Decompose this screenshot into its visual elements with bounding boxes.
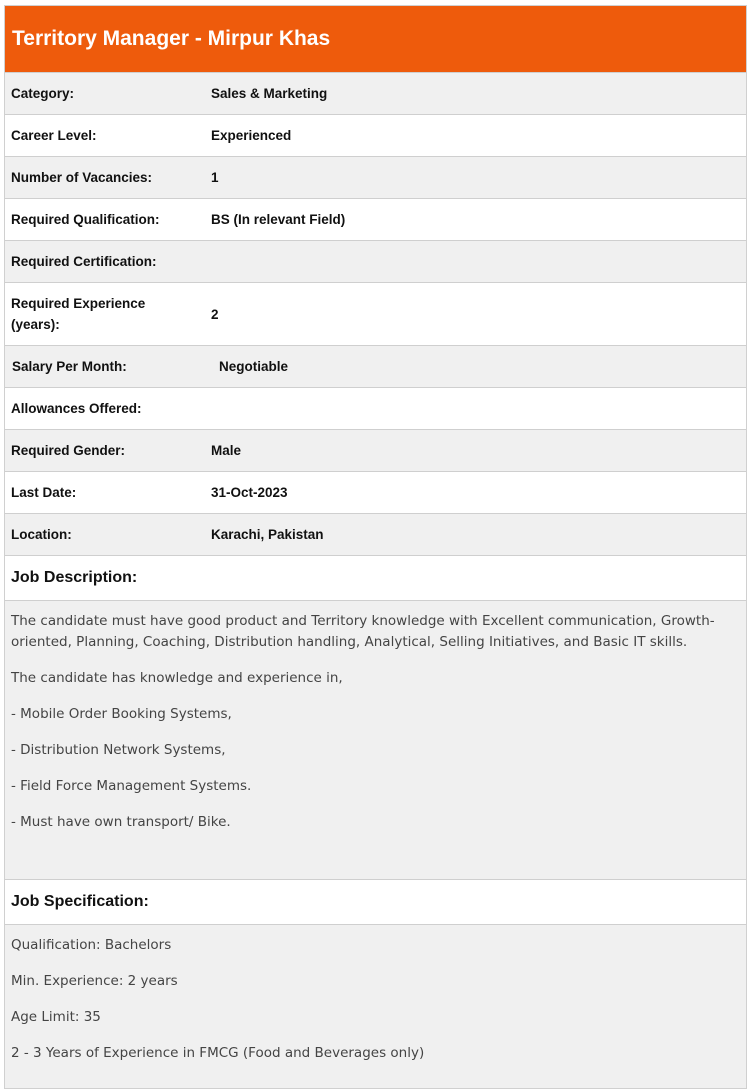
detail-label: Salary Per Month:: [12, 359, 127, 374]
detail-label: Allowances Offered:: [11, 401, 142, 416]
detail-value: BS (In relevant Field): [211, 212, 346, 227]
job-description-heading: Job Description:: [5, 555, 746, 600]
specification-item: Age Limit: 35: [11, 1009, 101, 1025]
description-list-item: - Mobile Order Booking Systems,: [11, 706, 232, 722]
description-paragraph: The candidate must have good product and Territory knowledge with Excellent communication, Growth-oriented, Planning, Coaching, Distribution handling, Analytical, Selling Initiatives, and Basic IT skills.: [11, 613, 715, 650]
detail-label: Required Certification:: [11, 254, 157, 269]
description-list-item: - Must have own transport/ Bike.: [11, 814, 231, 830]
job-title: Territory Manager - Mirpur Khas: [12, 27, 331, 50]
detail-row-gender: [5, 429, 746, 471]
detail-row-experience: [5, 282, 746, 345]
detail-value: Karachi, Pakistan: [211, 527, 324, 542]
specification-item: 2 - 3 Years of Experience in FMCG (Food and Beverages only): [11, 1045, 425, 1061]
description-paragraph: The candidate has knowledge and experience in,: [11, 670, 343, 686]
job-description-body: [5, 600, 746, 879]
specification-item: Qualification: Bachelors: [11, 937, 172, 953]
detail-row-vacancies: [5, 156, 746, 198]
detail-value: Sales & Marketing: [211, 86, 328, 101]
description-list-item: - Field Force Management Systems.: [11, 778, 252, 794]
detail-value: Experienced: [211, 128, 292, 143]
detail-row-career-level: [5, 114, 746, 156]
detail-row-salary: [5, 345, 746, 387]
detail-row-location: [5, 513, 746, 555]
detail-label: Last Date:: [11, 485, 77, 500]
specification-item: Min. Experience: 2 years: [11, 973, 178, 989]
detail-row-qualification: [5, 198, 746, 240]
detail-label: Category:: [11, 86, 75, 101]
detail-value: Male: [211, 443, 242, 458]
job-detail-card: [4, 5, 747, 1089]
detail-label: Required Qualification:: [11, 212, 160, 227]
detail-row-certification: [5, 240, 746, 282]
description-list-item: - Distribution Network Systems,: [11, 742, 226, 758]
detail-value: 2: [211, 306, 219, 322]
detail-row-last-date: [5, 471, 746, 513]
job-specification-body: [5, 924, 746, 1088]
detail-value: 1: [211, 170, 219, 185]
detail-label: Number of Vacancies:: [11, 170, 153, 185]
job-specification-heading: Job Specification:: [5, 879, 746, 924]
detail-row-allowances: [5, 387, 746, 429]
job-title-bar: [5, 6, 746, 72]
detail-label: Required Experience (years):: [11, 296, 146, 332]
detail-label: Required Gender:: [11, 443, 126, 458]
detail-label: Career Level:: [11, 128, 97, 143]
detail-row-category: [5, 72, 746, 114]
detail-label: Location:: [11, 527, 72, 542]
detail-value: Negotiable: [219, 359, 289, 374]
detail-value: 31-Oct-2023: [211, 485, 288, 500]
